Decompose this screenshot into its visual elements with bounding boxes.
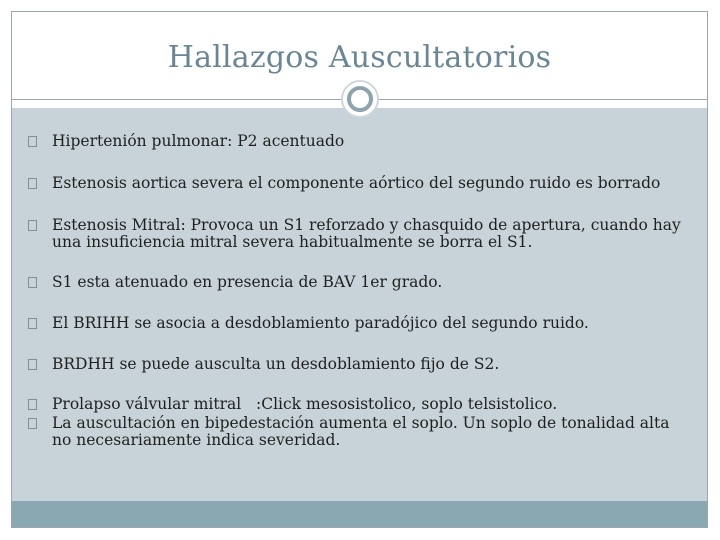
- list-item: [28, 133, 693, 150]
- bullet-text: La auscultación en bipedestación aumenta el soplo. Un soplo de tonalidad alta no necesariamente indica severidad.: [52, 414, 670, 449]
- square-bullet-icon: [28, 318, 37, 329]
- bullet-text: El BRIHH se asocia a desdoblamiento paradójico del segundo ruido.: [52, 314, 589, 332]
- list-item: [28, 315, 693, 332]
- bullet-text: Estenosis aortica severa el componente aórtico del segundo ruido es borrado: [52, 174, 661, 192]
- bullet-text: Hipertenión pulmonar: P2 acentuado: [52, 132, 345, 150]
- list-item: [28, 356, 693, 373]
- ring-ornament-inner: [347, 86, 373, 112]
- list-item: [28, 274, 693, 291]
- ring-ornament-icon: [341, 80, 379, 118]
- list-item: [28, 217, 693, 251]
- list-item: [28, 175, 693, 192]
- square-bullet-icon: [28, 178, 37, 189]
- bullet-text: Estenosis Mitral: Provoca un S1 reforzado y chasquido de apertura, cuando hay una insuficiencia mitral severa habitualmente se borra el S1.: [52, 216, 681, 251]
- bullet-text: Prolapso válvular mitral :Click mesosistolico, soplo telsistolico.: [52, 395, 558, 413]
- content-area: [12, 108, 707, 501]
- list-item: [28, 415, 693, 449]
- square-bullet-icon: [28, 359, 37, 370]
- square-bullet-icon: [28, 136, 37, 147]
- bullet-text: BRDHH se puede ausculta un desdoblamiento fijo de S2.: [52, 355, 500, 373]
- bullet-text: S1 esta atenuado en presencia de BAV 1er grado.: [52, 273, 443, 291]
- list-item: [28, 396, 693, 413]
- square-bullet-icon: [28, 277, 37, 288]
- slide: [11, 11, 708, 528]
- square-bullet-icon: [28, 418, 37, 429]
- square-bullet-icon: [28, 399, 37, 410]
- slide-title: Hallazgos Auscultatorios: [167, 40, 552, 75]
- footer-bar: [12, 501, 707, 527]
- square-bullet-icon: [28, 220, 37, 231]
